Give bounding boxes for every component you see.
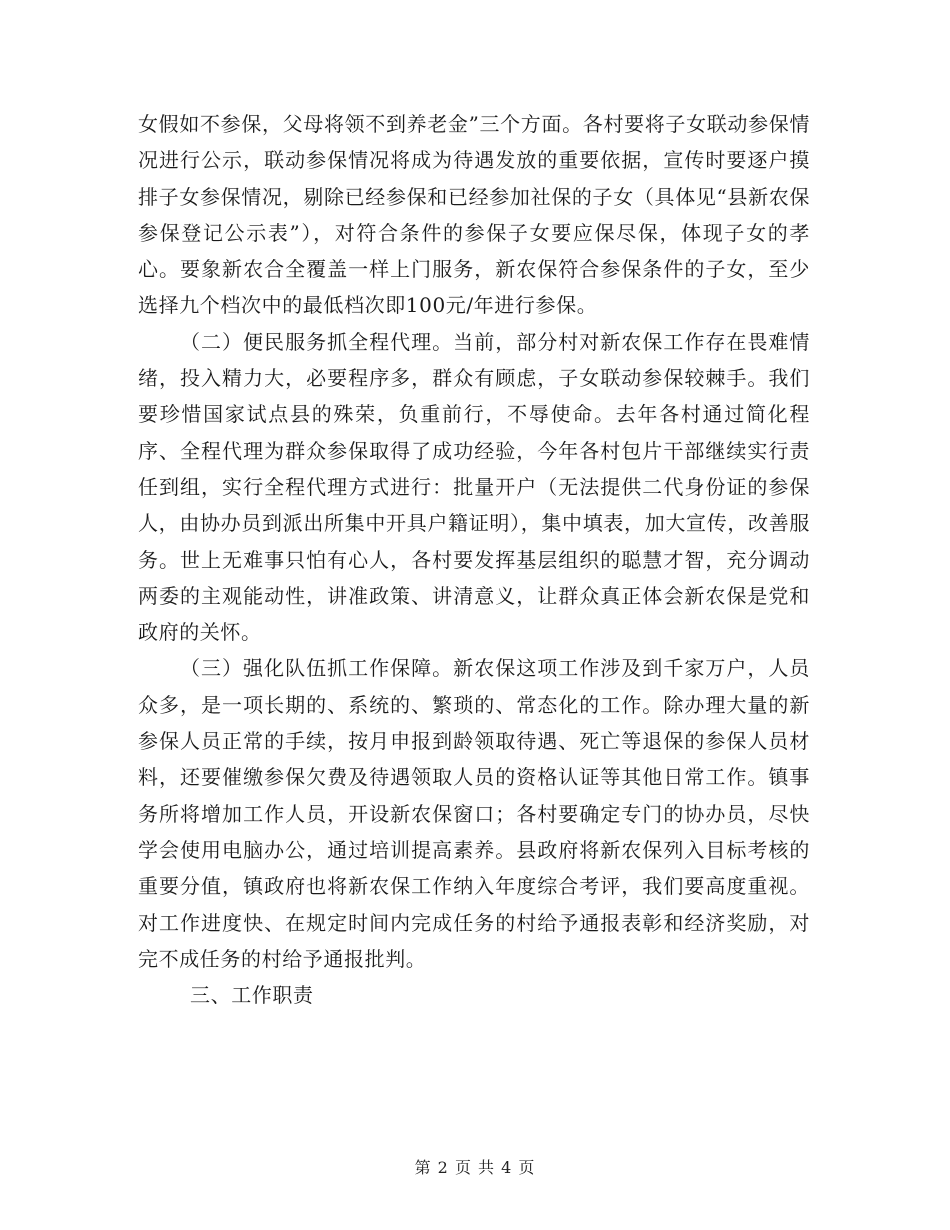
footer-page-number: 2 — [437, 1158, 449, 1177]
document-body — [138, 106, 810, 1013]
footer-suffix: 页 — [518, 1158, 536, 1177]
page-footer — [0, 1155, 950, 1178]
paragraph-continuation: 女假如不参保，父母将领不到养老金”三个方面。各村要将子女联动参保情况进行公示，联动参保情况将成为待遇发放的重要依据，宣传时要逐户摸排子女参保情况，剔除已经参保和已经参加社保的子女（具体见“县新农保参保登记公示表”），对符合条件的参保子女要应保尽保，体现子女的孝心。要象新农合全覆盖一样上门服务，新农保符合参保条件的子女，至少选择九个档次中的最低档次即100元/年进行参保。 — [138, 112, 810, 318]
paragraph-team: （三）强化队伍抓工作保障。新农保这项工作涉及到千家万户，人员众多，是一项长期的、系统的、繁琐的、常态化的工作。除办理大量的新参保人员正常的手续，按月申报到龄领取待遇、死亡等退保的参保人员材料，还要催缴参保欠费及待遇领取人员的资格认证等其他日常工作。镇事务所将增加工作人员，开设新农保窗口；各村要确定专门的协办员，尽快学会使用电脑办公，通过培训提高素养。县政府将新农保列入目标考核的重要分值，镇政府也将新农保工作纳入年度综合考评，我们要高度重视。对工作进度快、在规定时间内完成任务的村给予通报表彰和经济奖励，对完不成任务的村给予通报批判。 — [138, 656, 810, 971]
footer-total-pages: 4 — [501, 1158, 513, 1177]
footer-prefix: 第 — [414, 1158, 432, 1177]
section-heading: 三、工作职责 — [190, 983, 314, 1008]
footer-middle: 页 共 — [454, 1158, 496, 1177]
paragraph-service: （二）便民服务抓全程代理。当前，部分村对新农保工作存在畏难情绪，投入精力大，必要程序多，群众有顾虑，子女联动参保较棘手。我们要珍惜国家试点县的殊荣，负重前行，不辱使命。去年各村通过简化程序、全程代理为群众参保取得了成功经验，今年各村包片干部继续实行责任到组，实行全程代理方式进行：批量开户（无法提供二代身份证的参保人，由协办员到派出所集中开具户籍证明），集中填表，加大宣传，改善服务。世上无难事只怕有心人，各村要发挥基层组织的聪慧才智，充分调动两委的主观能动性，讲准政策、讲清意义，让群众真正体会新农保是党和政府的关怀。 — [138, 329, 810, 645]
